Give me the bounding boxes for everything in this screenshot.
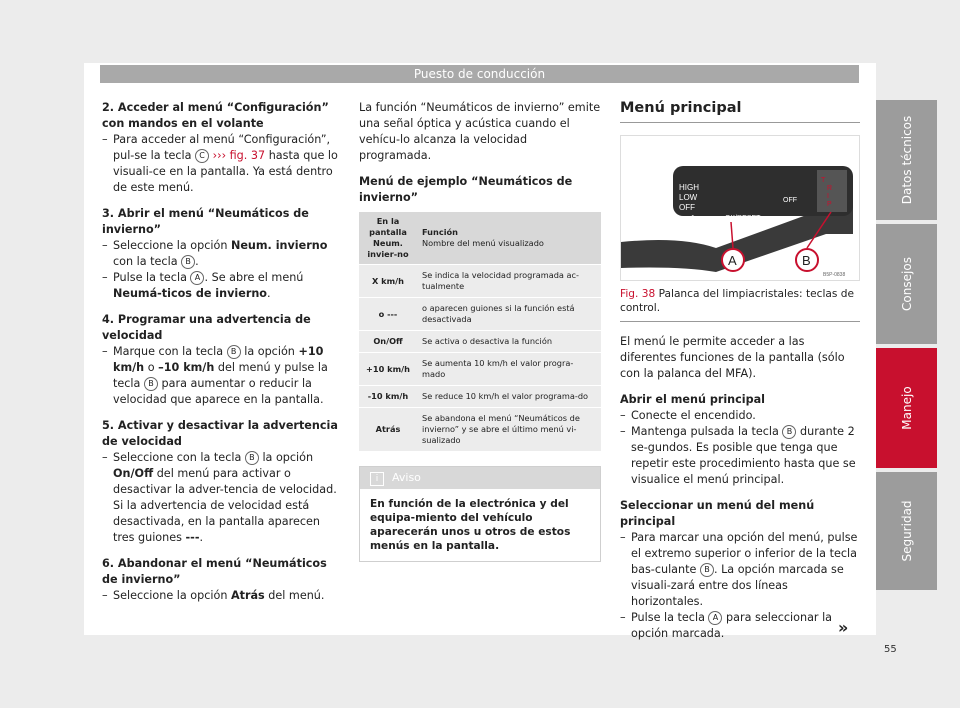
menu-table — [359, 212, 601, 452]
section-title: 5. Activar y desactivar la advertencia de velocidad — [102, 419, 338, 448]
label-trip-i: I — [827, 193, 829, 200]
figure-wiper-lever — [620, 135, 860, 281]
label-off-right: OFF — [783, 197, 797, 204]
notice-box — [359, 466, 601, 562]
key-c: C — [195, 149, 209, 163]
table-row: o --- o aparecen guiones si la función está desactivada — [359, 298, 601, 331]
label-off: OFF — [679, 203, 695, 212]
column-middle — [359, 100, 601, 562]
section-title: 6. Abandonar el menú “Neumáticos de invierno” — [102, 557, 327, 586]
page-number: 55 — [884, 644, 897, 655]
notice-text: En función de la electrónica y del equipa-miento del vehículo aparecerán unos u otros de estos menús en la pantalla. — [370, 498, 571, 552]
callout-a-label: A — [728, 253, 737, 268]
table-row: Atrás Se abandona el menú “Neumáticos de invierno” y se abre el último menú vi-sualizado — [359, 408, 601, 452]
list-item: – Pulse la tecla A . Se abre el menú Neumá-ticos de invierno. — [102, 271, 304, 300]
wiper-lever-illustration — [621, 136, 859, 280]
table-header-display: En la pantalla Neum. invier-no — [359, 212, 417, 265]
key-b: B — [144, 377, 158, 391]
info-icon: i — [370, 472, 384, 486]
key-b: B — [782, 425, 796, 439]
label-trip-r: R — [827, 185, 833, 192]
tab-consejos[interactable]: Consejos — [876, 224, 937, 344]
example-title: Menú de ejemplo “Neumáticos de invierno” — [359, 175, 573, 204]
column-right — [620, 100, 860, 642]
key-b: B — [700, 563, 714, 577]
page-header: Puesto de conducción — [100, 65, 859, 83]
key-b: B — [227, 345, 241, 359]
list-item: – Marque con la tecla B la opción +10 km/h o –10 km/h del menú y pulse la tecla B para aumentar o reducir la velocidad que aparece en la pantalla. — [102, 345, 328, 406]
key-a: A — [190, 271, 204, 285]
label-low: LOW — [679, 193, 698, 202]
figure-code: B5P-0838 — [823, 272, 846, 278]
tab-datos-tecnicos[interactable]: Datos técnicos — [876, 100, 937, 220]
key-b: B — [245, 451, 259, 465]
list-item: – Seleccione la opción Atrás del menú. — [102, 589, 325, 602]
label-1x: 1x — [691, 215, 699, 222]
continue-marker: » — [838, 618, 849, 637]
table-row: On/Off Se activa o desactiva la función — [359, 331, 601, 353]
list-item: – Mantenga pulsada la tecla B durante 2 se-gundos. Es posible que tenga que repetir este procedimiento hasta que se visualice el menú principal. — [620, 425, 856, 486]
key-a: A — [708, 611, 722, 625]
table-header-function: Función Nombre del menú visualizado — [417, 212, 601, 265]
section-title: Seleccionar un menú del menú principal — [620, 499, 815, 528]
list-item: – Pulse la tecla A para seleccionar la opción marcada. — [620, 611, 833, 640]
list-item: – Conecte el encendido. — [620, 409, 756, 422]
paragraph: El menú le permite acceder a las diferentes funciones de la pantalla (sólo con la palanca del MFA). — [620, 335, 845, 380]
section-title: 3. Abrir el menú “Neumáticos de invierno” — [102, 207, 309, 236]
notice-header: i Aviso — [360, 467, 600, 489]
key-b: B — [181, 255, 195, 269]
list-item: – Para marcar una opción del menú, pulse el extremo superior o inferior de la tecla bas-culante B . La opción marcada se visuali-zará entre dos líneas horizontales. — [620, 531, 858, 608]
list-item: – Seleccione con la tecla B la opción On/Off del menú para activar o desactivar la adver-tencia de velocidad. Si la advertencia de velocidad está desactivada, en la pantalla aparecen tres guiones ---. — [102, 451, 337, 544]
label-okreset: OK/RESET — [725, 215, 761, 222]
label-trip-p: P — [827, 201, 832, 208]
section-title: Abrir el menú principal — [620, 393, 766, 406]
table-row: +10 km/h Se aumenta 10 km/h el valor progra-mado — [359, 353, 601, 386]
intro-paragraph: La función “Neumáticos de invierno” emite una señal óptica y acústica cuando el vehícu-lo alcanza la velocidad programada. — [359, 101, 601, 162]
label-trip-t: T — [821, 177, 826, 184]
table-row: X km/h Se indica la velocidad programada ac-tualmente — [359, 265, 601, 298]
label-high: HIGH — [679, 183, 699, 192]
tab-seguridad[interactable]: Seguridad — [876, 472, 937, 590]
tab-manejo[interactable]: Manejo — [876, 348, 937, 468]
list-item: – Para acceder al menú “Configuración”, pul-se la tecla C ››› fig. 37 hasta que lo visuali-ce en la pantalla. Ya está dentro de este menú. — [102, 133, 338, 194]
column-left — [102, 100, 342, 604]
figure-link[interactable]: ››› fig. 37 — [212, 149, 266, 162]
table-row: -10 km/h Se reduce 10 km/h el valor programa-do — [359, 386, 601, 408]
callout-b-label: B — [802, 253, 811, 268]
figure-caption: Fig. 38 Palanca del limpiacristales: teclas de control. — [620, 287, 860, 322]
section-title: 2. Acceder al menú “Configuración” con mandos en el volante — [102, 101, 329, 130]
list-item: – Seleccione la opción Neum. invierno con la tecla B . — [102, 239, 328, 268]
section-heading: Menú principal — [620, 100, 860, 123]
section-title: 4. Programar una advertencia de velocidad — [102, 313, 311, 342]
